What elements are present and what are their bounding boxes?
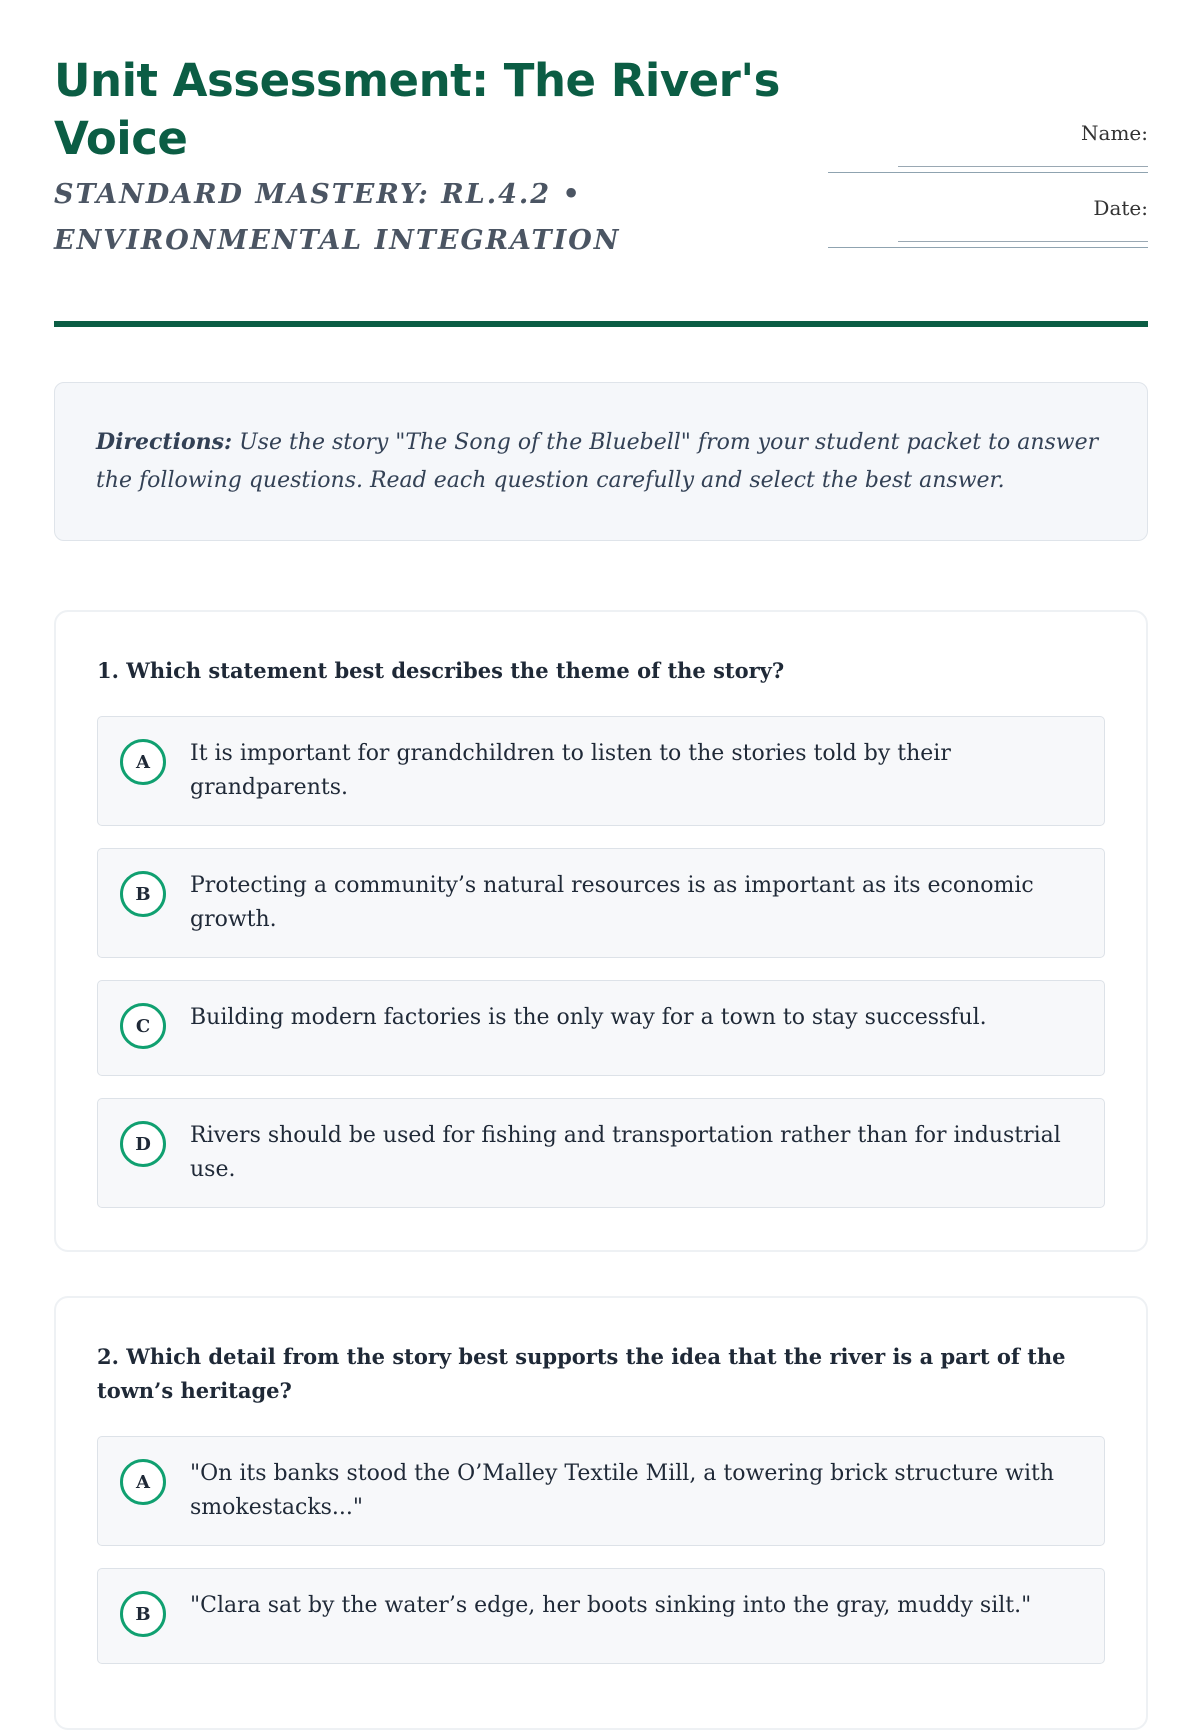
option-letter-badge[interactable]: C <box>120 1003 166 1049</box>
date-input-line[interactable] <box>828 223 1148 248</box>
option-text: "Clara sat by the water’s edge, her boots sinking into the gray, muddy silt." <box>190 1593 1032 1618</box>
header <box>54 0 1148 328</box>
page-subtitle: STANDARD MASTERY: RL.4.2 • ENVIRONMENTAL INTEGRATION <box>54 179 621 256</box>
option-text: "On its banks stood the O’Malley Textile Mill, a towering brick structure with smokestacks..." <box>190 1461 1054 1520</box>
question-card-2 <box>54 1296 1148 1730</box>
question-card-1 <box>54 610 1148 1252</box>
assessment-page <box>54 0 1148 1625</box>
answer-option-d[interactable] <box>97 1098 1105 1208</box>
answer-option-a[interactable] <box>97 1436 1105 1546</box>
date-field <box>828 193 1148 248</box>
date-label: Date: <box>1093 196 1148 220</box>
directions-box <box>54 382 1148 541</box>
directions-label: Directions: <box>96 429 233 455</box>
question-text: 1. Which statement best describes the theme of the story? <box>97 658 785 683</box>
answer-option-b[interactable] <box>97 848 1105 958</box>
answer-option-c[interactable] <box>97 980 1105 1076</box>
page-title: Unit Assessment: The River's Voice <box>54 54 780 165</box>
name-label: Name: <box>1081 121 1148 145</box>
name-field <box>828 118 1148 173</box>
name-input-line[interactable] <box>828 148 1148 173</box>
directions-text: Use the story "The Song of the Bluebell" from your student packet to answer the following questions. Read each question carefully and select the best answer. <box>96 430 1099 493</box>
option-letter-badge[interactable]: B <box>120 1591 166 1637</box>
answer-option-b[interactable] <box>97 1568 1105 1664</box>
option-text: It is important for grandchildren to listen to the stories told by their grandparents. <box>190 741 951 800</box>
option-letter-badge[interactable]: B <box>120 871 166 917</box>
option-text: Building modern factories is the only way for a town to stay successful. <box>190 1005 987 1030</box>
option-letter-badge[interactable]: A <box>120 1459 166 1505</box>
header-divider <box>54 321 1148 327</box>
question-text: 2. Which detail from the story best supports the idea that the river is a part of the town’s heritage? <box>97 1344 1066 1403</box>
option-letter-badge[interactable]: D <box>120 1121 166 1167</box>
option-text: Rivers should be used for fishing and transportation rather than for industrial use. <box>190 1123 1061 1182</box>
answer-option-a[interactable] <box>97 716 1105 826</box>
student-info-fields <box>828 118 1148 268</box>
option-text: Protecting a community’s natural resources is as important as its economic growth. <box>190 873 1034 932</box>
option-letter-badge[interactable]: A <box>120 739 166 785</box>
